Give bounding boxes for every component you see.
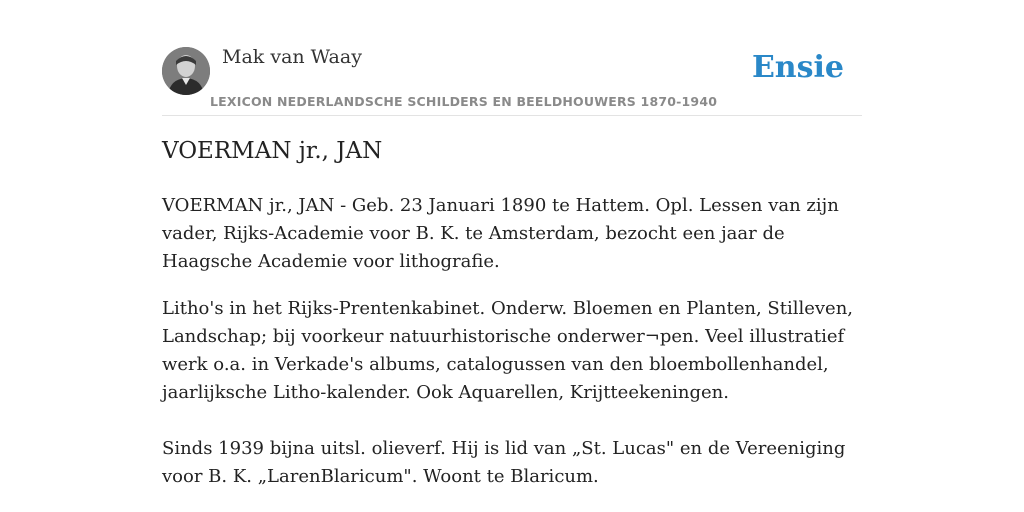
avatar-portrait-icon	[162, 47, 210, 95]
paragraph: VOERMAN jr., JAN - Geb. 23 Januari 1890 te Hattem. Opl. Lessen van zijn vader, Rijks-Academie voor B. K. te Amsterdam, bezocht een jaar de Haagsche Academie voor lithografie.	[162, 195, 839, 272]
author-name[interactable]: Mak van Waay	[222, 46, 362, 68]
paragraph: Litho's in het Rijks-Prentenkabinet. Onderw. Bloemen en Planten, Stilleven, Landschap; bij voorkeur natuurhistorische onderwer¬pen. Veel illustratief werk o.a. in Verkade's albums, catalogussen van den bloembollenhandel, jaarlijksche Litho-kalender. Ook Aquarellen, Krijtteekeningen.	[162, 298, 854, 403]
ensie-logo[interactable]: Ensie	[751, 50, 844, 85]
article-body	[162, 192, 868, 510]
source-title[interactable]: LEXICON NEDERLANDSCHE SCHILDERS EN BEELDHOUWERS 1870-1940	[210, 94, 718, 109]
header	[162, 44, 862, 116]
paragraph: Sinds 1939 bijna uitsl. olieverf. Hij is lid van „St. Lucas" en de Vereeniging voor B. K. „LarenBlaricum". Woont te Blaricum.	[162, 438, 846, 487]
page-title: VOERMAN jr., JAN	[162, 138, 383, 164]
author-avatar[interactable]	[162, 47, 210, 95]
